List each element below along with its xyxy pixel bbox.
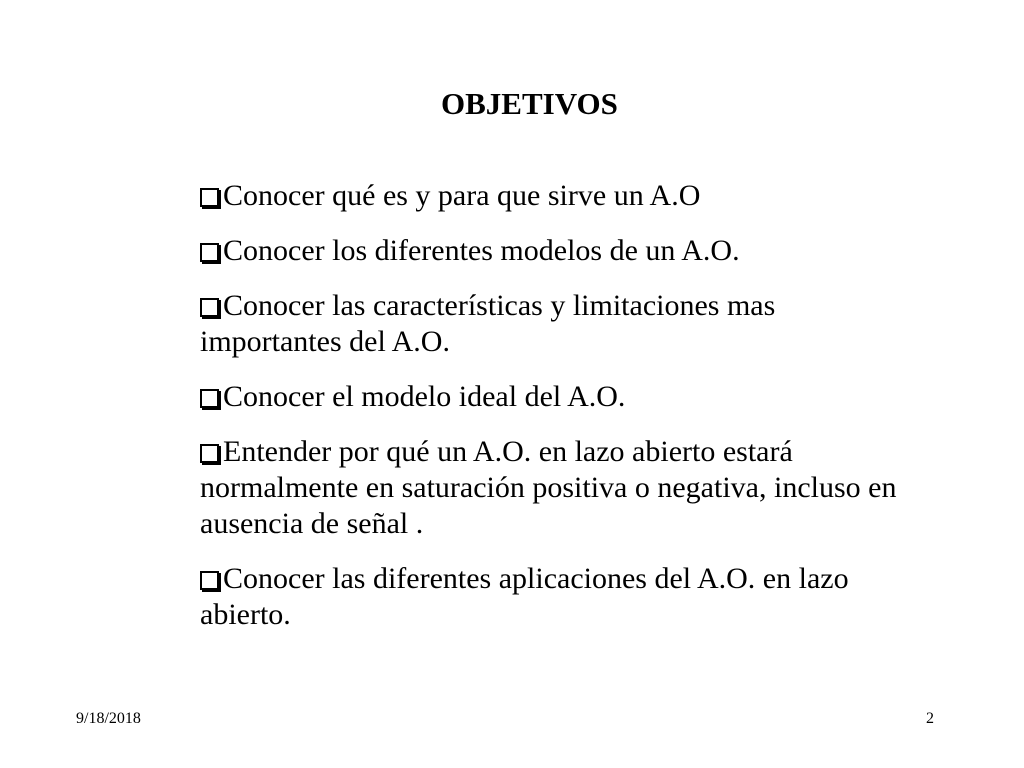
checkbox-square-icon (200, 389, 219, 408)
checkbox-square-icon (200, 188, 219, 207)
bullet-text: Conocer qué es y para que sirve un A.O (223, 179, 701, 212)
list-item (200, 379, 900, 415)
footer-page-number: 2 (926, 710, 934, 727)
footer-date: 9/18/2018 (76, 710, 141, 727)
list-item (200, 178, 900, 214)
bullet-text: Conocer las diferentes aplicaciones del A.O. en lazo abierto. (200, 562, 849, 631)
slide-title: OBJETIVOS (441, 86, 618, 121)
checkbox-square-icon (200, 571, 219, 590)
list-item (200, 288, 900, 360)
objectives-list (200, 178, 900, 652)
bullet-text: Conocer las características y limitaciones mas importantes del A.O. (200, 289, 776, 358)
checkbox-square-icon (200, 444, 219, 463)
checkbox-square-icon (200, 298, 219, 317)
checkbox-square-icon (200, 243, 219, 262)
list-item (200, 233, 900, 269)
list-item (200, 561, 900, 633)
bullet-text: Conocer los diferentes modelos de un A.O. (223, 234, 740, 267)
bullet-text: Conocer el modelo ideal del A.O. (223, 380, 626, 413)
list-item (200, 434, 900, 542)
bullet-text: Entender por qué un A.O. en lazo abierto estará normalmente en saturación positiva o negativa, incluso en ausencia de señal . (200, 435, 897, 540)
